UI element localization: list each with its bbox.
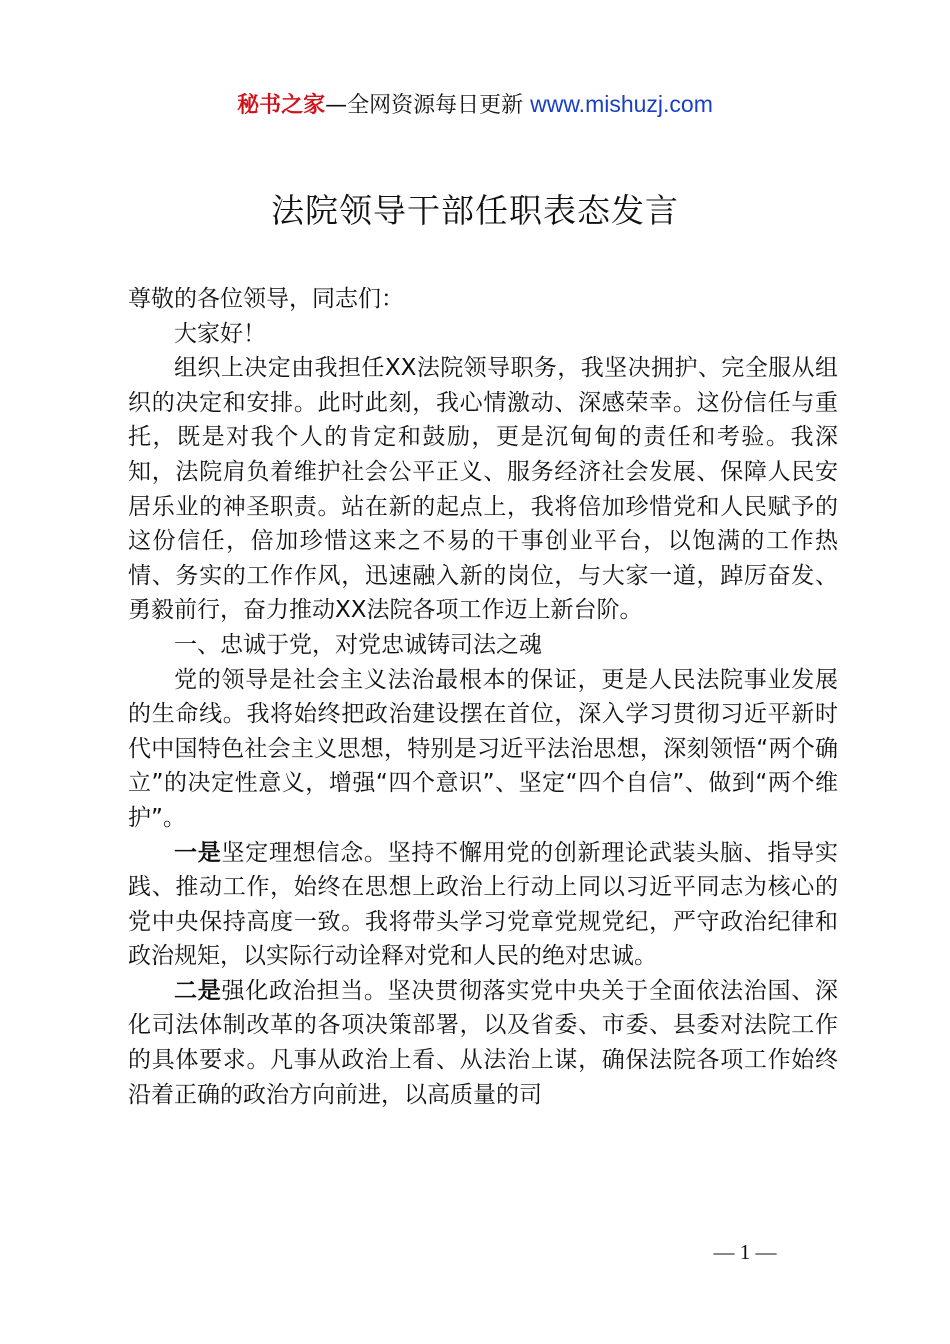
- banner-url: www.mishuzj.com: [530, 91, 713, 117]
- document-title: 法院领导干部任职表态发言: [271, 191, 679, 230]
- point-2-lead: 二是: [174, 977, 222, 1004]
- greeting: 大家好！: [174, 320, 266, 347]
- brand-name: 秘书之家: [237, 93, 326, 118]
- point-2-text: 强化政治担当。坚决贯彻落实党中央关于全面依法治国、深化司法体制改革的各项决策部署，以及省委、市委、县委对法院工作的具体要求。凡事从政治上看、从法治上谋，确保法院各项工作始终沿着正确的政治方向前进，以高质量的司: [128, 977, 839, 1108]
- section-1-paragraph: 党的领导是社会主义法治最根本的保证，更是人民法院事业发展的生命线。我将始终把政治建设摆在首位，深入学习贯彻习近平新时代中国特色社会主义思想，特别是习近平法治思想，深刻领悟“两个确立”的决定性意义，增强“四个意识”、坚定“四个自信”、做到“两个维护”。: [128, 666, 838, 831]
- salutation: 尊敬的各位领导，同志们：: [128, 286, 404, 312]
- point-1-lead: 一是: [174, 839, 222, 866]
- point-2-paragraph: [128, 974, 838, 1112]
- site-banner: [0, 88, 950, 122]
- section-1-heading: 一、忠诚于党，对党忠诚铸司法之魂: [174, 631, 542, 658]
- intro-paragraph: 组织上决定由我担任XX法院领导职务，我坚决拥护、完全服从组织的决定和安排。此时此刻，我心情激动、深感荣幸。这份信任与重托，既是对我个人的肯定和鼓励，更是沉甸甸的责任和考验。我深知，法院肩负着维护社会公平正义、服务经济社会发展、保障人民安居乐业的神圣职责。站在新的起点上，我将倍加珍惜党和人民赋予的这份信任，倍加珍惜这来之不易的干事创业平台，以饱满的工作热情、务实的工作作风，迅速融入新的岗位，与大家一道，踔厉奋发、勇毅前行，奋力推动XX法院各项工作迈上新台阶。: [128, 355, 838, 624]
- point-1-text: 坚定理想信念。坚持不懈用党的创新理论武装头脑、指导实践、推动工作，始终在思想上政治上行动上同以习近平同志为核心的党中央保持高度一致。我将带头学习党章党规党纪，严守政治纪律和政治规矩，以实际行动诠释对党和人民的绝对忠诚。: [128, 839, 839, 970]
- banner-tagline: —全网资源每日更新: [325, 93, 531, 118]
- document-body: [128, 282, 838, 1112]
- page-number: — 1 —: [713, 1240, 777, 1264]
- point-1-paragraph: [128, 836, 838, 974]
